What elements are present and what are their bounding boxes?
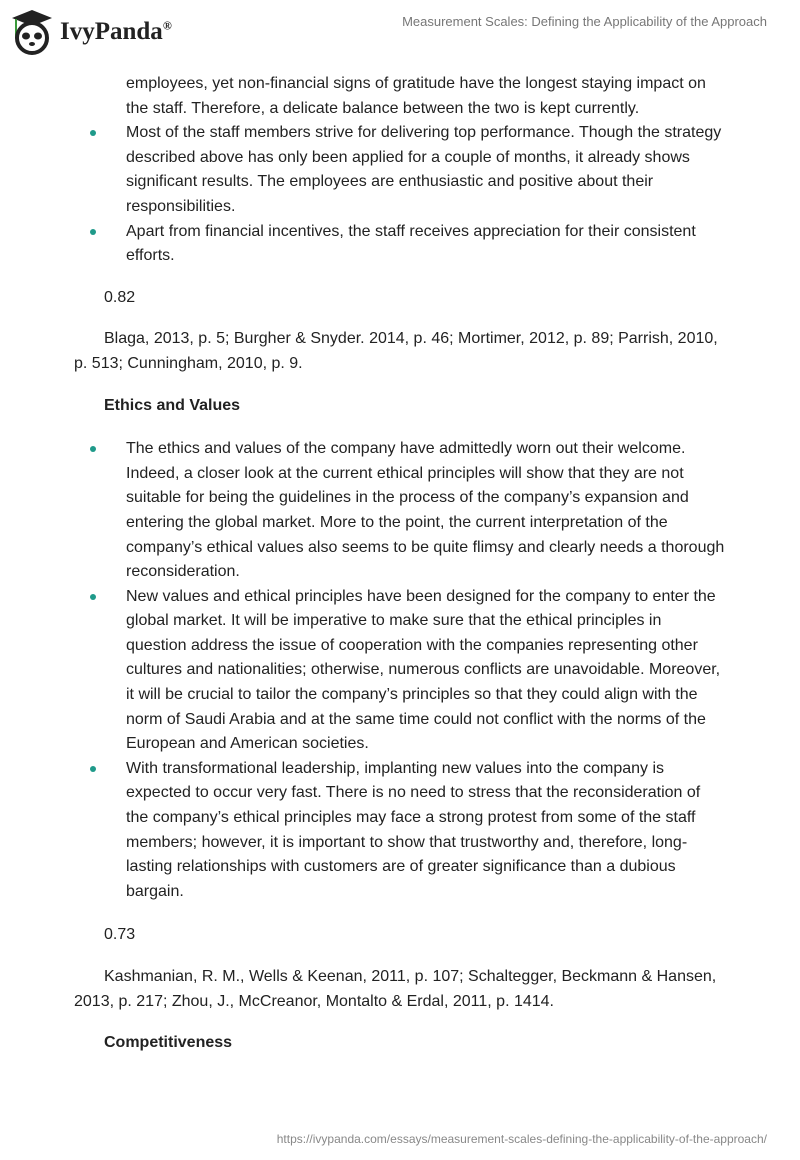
score: 0.73 xyxy=(104,926,136,944)
logo[interactable] xyxy=(10,8,172,56)
list-item: Most of the staff members strive for delivering top performance. Though the strategy described above has only been applied for a couple of months, it already shows significant results. The employees are enthusiastic and positive about their responsibilities. xyxy=(74,121,726,219)
list-item: The ethics and values of the company have admittedly worn out their welcome. Indeed, a closer look at the current ethical principles will show that they are not suitable for being the guidelines in the process of the company’s expansion and entering the global market. More to the point, the current interpretation of the company’s ethical values also seems to be quite flimsy and clearly needs a thorough reconsideration. xyxy=(74,437,726,585)
section-heading: Ethics and Values xyxy=(104,396,241,414)
section-rewards xyxy=(74,72,726,1056)
section-heading: Competitiveness xyxy=(104,1034,233,1052)
list-item: With transformational leadership, implanting new values into the company is expected to occur very fast. There is no need to stress that the reconsideration of the company’s ethical principles may face a strong protest from some of the staff members; however, it is important to show that trustworthy and, therefore, long-lasting relationships with customers are of greater significance than a dubious bargain. xyxy=(74,757,726,905)
panda-logo-icon xyxy=(10,8,54,56)
list-item: Apart from financial incentives, the staff receives appreciation for their consistent efforts. xyxy=(74,220,726,269)
footer-url[interactable]: https://ivypanda.com/essays/measurement-scales-defining-the-applicability-of-the-approach/ xyxy=(276,1132,767,1146)
citation: Kashmanian, R. M., Wells & Keenan, 2011, p. 107; Schaltegger, Beckmann & Hansen, 2013, p. 217; Zhou, J., McCreanor, Montalto & Erdal, 2011, p. 1414. xyxy=(74,968,717,1010)
score: 0.82 xyxy=(104,288,136,306)
list-item: New values and ethical principles have been designed for the company to enter the global market. It will be imperative to make sure that the ethical principles in question address the issue of cooperation with the companies representing other cultures and nationalities; otherwise, numerous conflicts are unavoidable. Moreover, it will be crucial to tailor the company’s principles so that they could align with the norm of Saudi Arabia and at the same time could not conflict with the norms of the European and American societies. xyxy=(74,585,726,757)
brand-name: IvyPanda® xyxy=(60,18,172,45)
document-title: Measurement Scales: Defining the Applicability of the Approach xyxy=(402,14,767,29)
citation: Blaga, 2013, p. 5; Burgher & Snyder. 2014, p. 46; Mortimer, 2012, p. 89; Parrish, 2010, p. 513; Cunningham, 2010, p. 9. xyxy=(74,330,718,372)
continuation-text: employees, yet non-financial signs of gratitude have the longest staying impact on the staff. Therefore, a delicate balance between the two is kept currently. xyxy=(126,75,706,117)
